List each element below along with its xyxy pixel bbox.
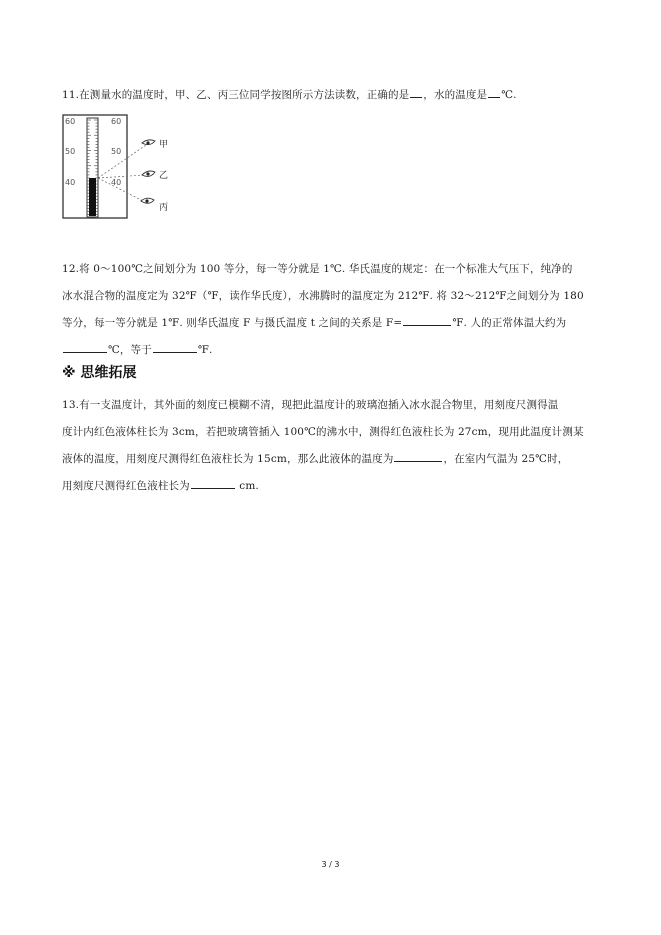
q11-blank-temperature xyxy=(488,87,500,98)
question-13-line-1: 13.有一支温度计，其外面的刻度已模糊不清，现把此温度计的玻璃泡插入冰水混合物里，用刻度尺测得温 xyxy=(62,399,559,411)
q13-blank-column-length xyxy=(191,478,235,489)
question-13-line-4 xyxy=(62,478,607,493)
question-12-line-4 xyxy=(62,342,607,357)
q13-line-4-text-b: cm. xyxy=(235,480,259,492)
q11-blank-answer xyxy=(410,87,422,98)
scale-label-60-left: 60 xyxy=(65,117,76,126)
question-12-line-2: 冰水混合物的温度定为 32℉（℉，读作华氏度），水沸腾时的温度定为 212℉. 将 32～212℉之间划分为 180 xyxy=(62,290,584,302)
observer-label-yi: 乙 xyxy=(159,171,169,181)
q12-blank-celsius xyxy=(63,342,107,353)
q12-blank-formula xyxy=(403,315,451,326)
question-13-line-3 xyxy=(62,451,607,466)
q13-line-3-text-b: ，在室内气温为 25℃时， xyxy=(443,453,569,465)
scale-label-50-left: 50 xyxy=(65,147,76,156)
observer-label-bing: 丙 xyxy=(159,203,169,213)
question-12-line-3 xyxy=(62,315,607,330)
q12-line-4-text-b: ℉. xyxy=(197,344,213,356)
scale-label-60-right: 60 xyxy=(111,117,122,126)
question-12-line-1: 12.将 0～100℃之间划分为 100 等分，每一等分就是 1℃. 华氏温度的规定：在一个标准大气压下，纯净的 xyxy=(62,263,573,275)
question-13-line-2: 度计内红色液体柱长为 3cm，若把玻璃管插入 100℃的沸水中，测得红色液柱长为 27cm，现用此温度计测某 xyxy=(62,426,584,438)
observer-label-jia: 甲 xyxy=(159,140,169,150)
eye-yi-icon xyxy=(142,171,155,176)
scale-label-40-right: 40 xyxy=(111,178,122,187)
page-number: 3 / 3 xyxy=(321,860,340,869)
q13-line-4-text-a: 用刻度尺测得红色液柱长为 xyxy=(62,480,190,492)
thermometer-figure xyxy=(62,114,182,220)
scale-label-40-left: 40 xyxy=(65,178,76,187)
q13-blank-liquid-temperature xyxy=(394,451,442,462)
section-title: ※ 思维拓展 xyxy=(62,365,137,381)
eye-bing-icon xyxy=(141,198,154,203)
scale-label-50-right: 50 xyxy=(111,147,122,156)
q13-line-3-text-a: 液体的温度，用刻度尺测得红色液柱长为 15cm，那么此液体的温度为 xyxy=(62,453,394,465)
question-11 xyxy=(62,87,607,102)
q11-text-b: ，水的温度是 xyxy=(423,89,488,101)
q12-line-3-text-a: 等分，每一等分就是 1℉. 则华氏温度 F 与摄氏温度 t 之间的关系是 F= xyxy=(62,317,403,329)
liquid-column xyxy=(89,178,96,216)
q12-blank-fahrenheit xyxy=(153,342,197,353)
thermometer-diagram xyxy=(62,114,182,220)
q11-text-c: ℃. xyxy=(501,89,517,101)
eye-jia-icon xyxy=(142,140,155,145)
q12-line-4-text-a: ℃，等于 xyxy=(108,344,152,356)
q12-line-3-text-b: ℉. 人的正常体温大约为 xyxy=(452,317,567,329)
q11-text-a: 11.在测量水的温度时，甲、乙、丙三位同学按图所示方法读数，正确的是 xyxy=(62,89,410,101)
